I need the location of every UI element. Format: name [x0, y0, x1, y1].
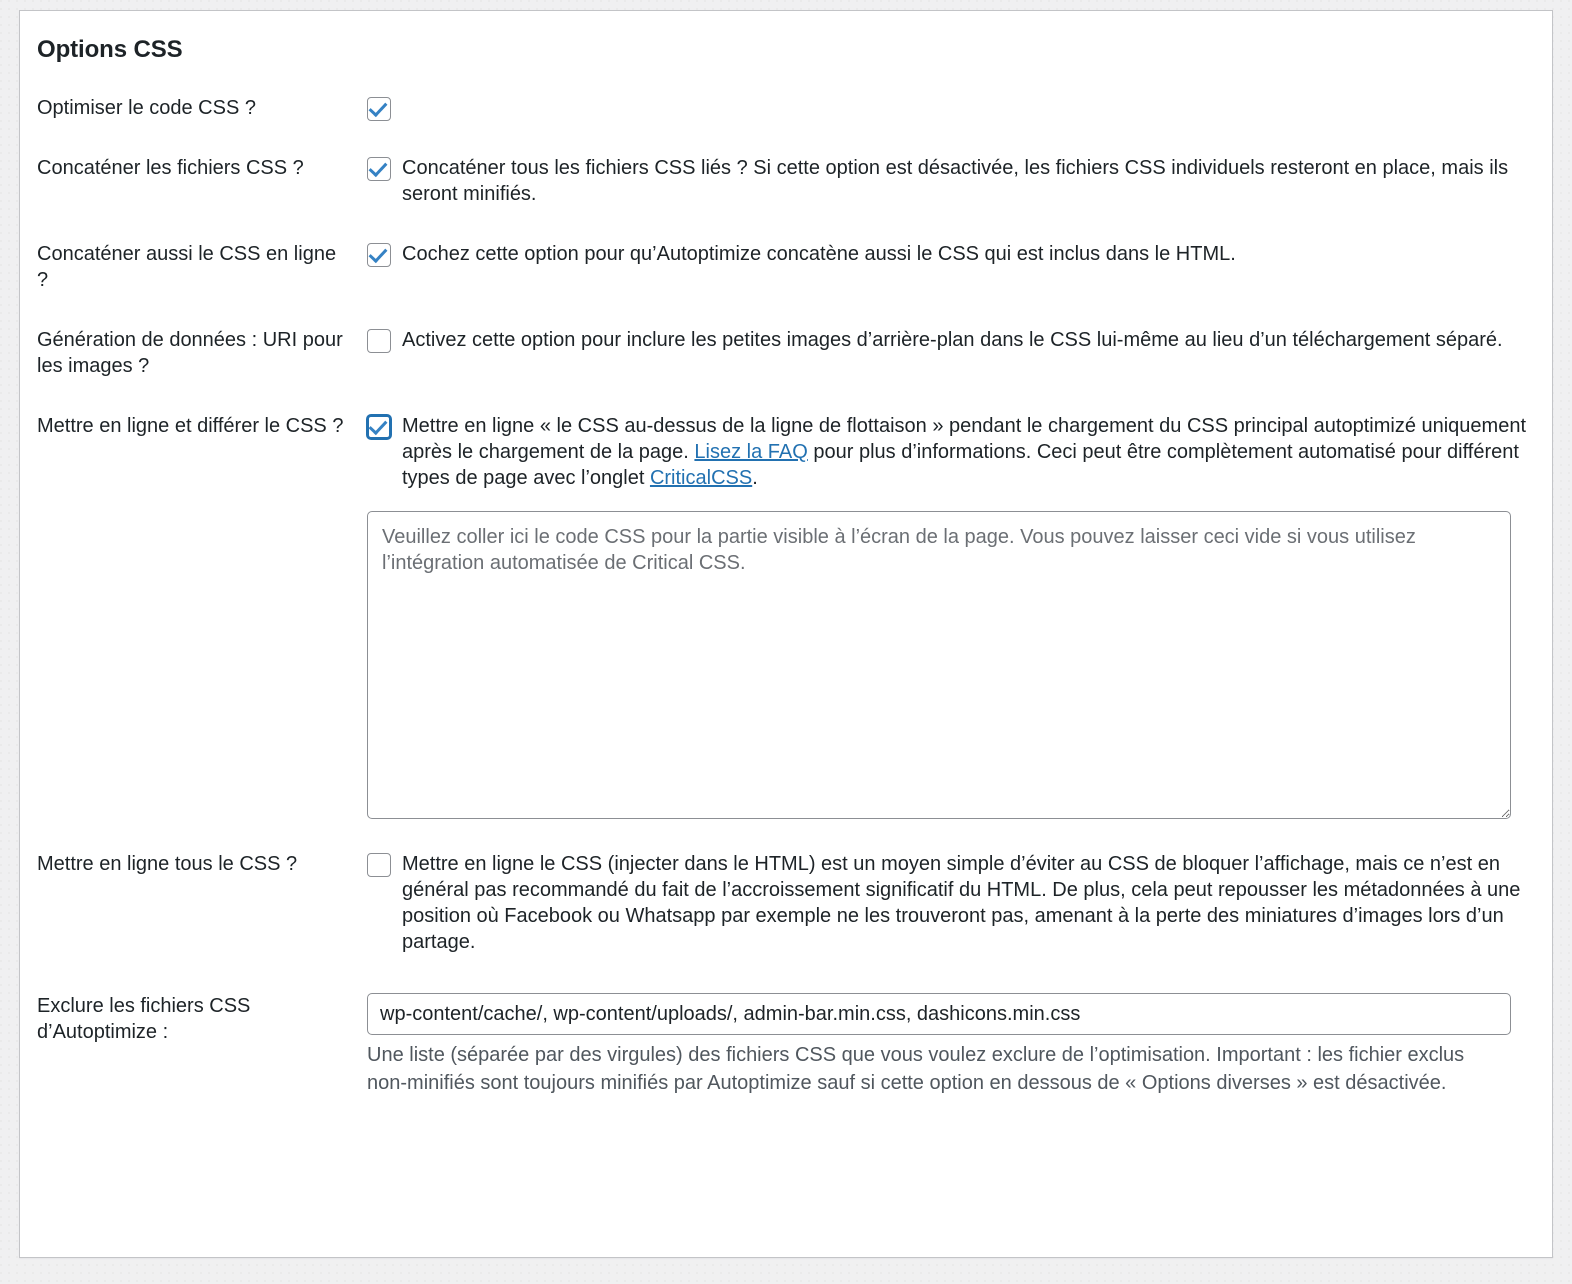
checkbox-aggregate-inline-css[interactable]: [367, 243, 391, 267]
field-aggregate-inline-css: [367, 241, 1531, 267]
description-part-text-1: Mettre en ligne « le CSS au-dessus de la ligne de flottaison » pendant le chargement du CSS principal autoptimizé uniquement après le chargement de la page.: [402, 415, 1527, 463]
exclude-css-help: Une liste (séparée par des virgules) des fichiers CSS que vous voulez exclure de l’optimisation. Important : les fichier exclus non-minifiés sont toujours minifiés par Autoptimize sauf si cette option en dessous de « Options diverses » est désactivée.: [367, 1044, 1465, 1094]
description-aggregate-inline-css: Cochez cette option pour qu’Autoptimize concatène aussi le CSS qui est inclus dans le HTML.: [402, 243, 1236, 265]
exclude-css-input[interactable]: [367, 993, 1511, 1035]
faq-link[interactable]: Lisez la FAQ: [694, 441, 808, 463]
description-inline-and-defer-css: [402, 413, 1527, 491]
description-inline-all-css: Mettre en ligne le CSS (injecter dans le HTML) est un moyen simple d’éviter au CSS de bloquer l’affichage, mais ce n’est en général pas recommandé du fait de l’accroissement significatif du HTML. De plus, cela peut repousser les métadonnées à une position où Facebook ou Whatsapp par exemple ne les trouveront pas, amenant à la perte des miniatures d’images lors d’un partage.: [402, 853, 1521, 953]
row-inline-and-defer-css: [37, 413, 1531, 491]
label-inline-and-defer-css: Mettre en ligne et différer le CSS ?: [37, 415, 344, 437]
checkbox-inline-and-defer-css[interactable]: [367, 415, 391, 439]
field-aggregate-css-files: [367, 155, 1531, 207]
checkbox-generate-data-uris[interactable]: [367, 329, 391, 353]
field-inline-and-defer-css: [367, 413, 1531, 491]
criticalcss-link[interactable]: CriticalCSS: [649, 467, 753, 489]
field-exclude-css: [367, 993, 1531, 1097]
description-part-text-2: pour plus d’informations. Ceci peut être complètement automatisé pour différent types de page avec l’onglet: [402, 441, 1519, 489]
label-generate-data-uris: Génération de données : URI pour les images ?: [37, 329, 343, 377]
field-generate-data-uris: [367, 327, 1531, 353]
row-generate-data-uris: [37, 327, 1531, 379]
label-aggregate-css-files: Concaténer les fichiers CSS ?: [37, 157, 304, 179]
css-options-form: [37, 95, 1531, 1097]
label-aggregate-inline-css: Concaténer aussi le CSS en ligne ?: [37, 243, 337, 291]
field-critical-css-textarea: [367, 511, 1531, 819]
label-optimize-css: Optimiser le code CSS ?: [37, 97, 256, 119]
description-aggregate-css-files: Concaténer tous les fichiers CSS liés ? Si cette option est désactivée, les fichiers CSS individuels resteront en place, mais ils seront minifiés.: [402, 157, 1509, 205]
checkbox-inline-all-css[interactable]: [367, 853, 391, 877]
row-optimize-css: [37, 95, 1531, 121]
field-inline-all-css: [367, 851, 1531, 955]
description-generate-data-uris: Activez cette option pour inclure les petites images d’arrière-plan dans le CSS lui-même au lieu d’un téléchargement séparé.: [402, 329, 1503, 351]
row-inline-all-css: [37, 851, 1531, 955]
label-exclude-css: Exclure les fichiers CSS d’Autoptimize :: [37, 995, 251, 1043]
row-exclude-css: [37, 993, 1531, 1097]
row-aggregate-css-files: [37, 155, 1531, 207]
field-optimize-css: [367, 95, 1531, 121]
row-aggregate-inline-css: [37, 241, 1531, 293]
description-part-text-3: .: [752, 467, 758, 489]
checkbox-aggregate-css-files[interactable]: [367, 157, 391, 181]
page-title: Options CSS: [37, 36, 183, 63]
label-inline-all-css: Mettre en ligne tous le CSS ?: [37, 853, 298, 875]
row-critical-css-textarea: [37, 511, 1531, 819]
critical-css-input[interactable]: [367, 511, 1511, 819]
checkbox-optimize-css[interactable]: [367, 97, 391, 121]
css-options-panel: [19, 10, 1553, 1258]
